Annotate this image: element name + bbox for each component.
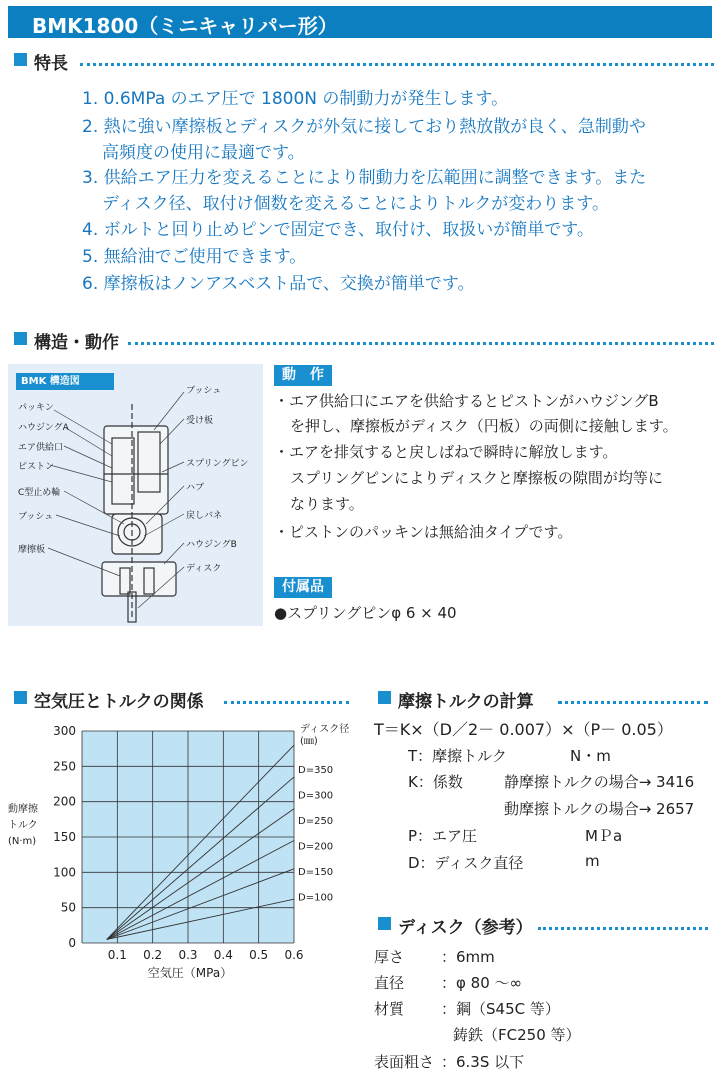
legend-entry: D=150: [298, 867, 334, 878]
accessory-badge: 付属品: [274, 577, 332, 598]
calc-t-unit: N・m: [570, 747, 611, 765]
feature-line: 1. 0.6MPa のエア圧で 1800N の制動力が発生します。: [82, 89, 509, 109]
series-line-d-100: [107, 899, 294, 939]
y-tick-label: 300: [53, 724, 76, 738]
diagram-label: ピストン: [18, 462, 55, 472]
diagram-label: 摩擦板: [18, 545, 46, 555]
operation-badge: 動 作: [274, 365, 332, 386]
y-tick-label: 250: [53, 759, 76, 774]
series-line-d-200: [107, 841, 294, 940]
calc-d-label: D：ディスク直径: [408, 854, 524, 872]
diagram-label: ハウジングA: [18, 423, 69, 433]
feature-line: 4. ボルトと回り止めピンで固定でき、取付け、取扱いが簡単です。: [82, 220, 594, 240]
y-axis-label-line: (N·m): [8, 836, 37, 847]
series-line-d-250: [107, 809, 294, 940]
operation-line: ・ピストンのパッキンは無給油タイプです。: [274, 523, 573, 541]
calc-k-dynamic: 動摩擦トルクの場合→ 2657: [504, 800, 695, 818]
y-axis-label-line: トルク: [8, 820, 38, 831]
structure-heading-label: 構造・動作: [34, 333, 119, 353]
chart-heading-label: 空気圧とトルクの関係: [34, 692, 204, 712]
section-dotted-rule: [80, 63, 714, 66]
operation-line: スプリングピンによりディスクと摩擦板の隙間が均等に: [290, 469, 663, 487]
diagram-label: エア供給口: [18, 443, 64, 453]
section-square-icon: [14, 691, 27, 704]
chart-heading: [14, 687, 359, 712]
diagram-label: ディスク: [186, 564, 222, 574]
section-square-icon: [378, 691, 391, 704]
calc-heading-label: 摩擦トルクの計算: [398, 692, 534, 712]
x-tick-label: 0.3: [178, 948, 198, 962]
diagram-label: 戻しバネ: [186, 511, 223, 521]
features-heading: [14, 49, 714, 74]
diagram-label: ハブ: [186, 483, 205, 493]
feature-line: 3. 供給エア圧力を変えることにより制動力を広範囲に調整できます。また: [82, 168, 647, 188]
legend-title-line: (㎜): [300, 736, 318, 747]
y-tick-label: 50: [60, 900, 76, 915]
section-square-icon: [378, 917, 391, 930]
x-tick-label: 0.5: [249, 948, 269, 962]
diagram-label: ブッシュ: [186, 386, 222, 396]
disk-thickness-value: ：6mm: [441, 948, 495, 966]
plot-area: [82, 731, 294, 943]
torque-formula: T＝K×（D／2－ 0.007）×（P－ 0.05）: [374, 720, 673, 739]
x-tick-label: 0.2: [143, 948, 163, 962]
y-tick-label: 200: [53, 794, 76, 809]
page-title: BMK1800（ミニキャリパー形）: [32, 14, 338, 38]
legend-title-line: ディスク径: [300, 724, 350, 735]
diagram-label: パッキン: [18, 403, 54, 413]
y-axis-label-line: 動摩擦: [8, 804, 38, 815]
section-dotted-rule: [128, 342, 714, 345]
diagram-label: ブッシュ: [18, 512, 54, 522]
diagram-label: C型止め輪: [18, 488, 61, 498]
diagram-label: 受け板: [186, 416, 214, 426]
legend-entry: D=250: [298, 816, 334, 827]
series-line-d-150: [107, 869, 294, 940]
feature-line: 2. 熱に強い摩擦板とディスクが外気に接しており熱放散が良く、急制動や: [82, 117, 646, 137]
operation-line: なります。: [290, 495, 364, 513]
legend-entry: D=100: [298, 892, 334, 904]
legend-entry: D=300: [298, 790, 334, 802]
disk-thickness-label: 厚さ: [374, 948, 405, 966]
section-dotted-rule: [538, 927, 708, 930]
series-line-d-350: [107, 745, 294, 939]
operation-line: ・エアを排気すると戻しばねで瞬時に解放します。: [274, 443, 618, 461]
calc-t-label: T：摩擦トルク: [408, 747, 507, 765]
calc-d-unit: m: [585, 852, 600, 870]
calc-k-static: 静摩擦トルクの場合→ 3416: [504, 773, 695, 791]
x-axis-label: 空気圧（MPa）: [147, 966, 233, 980]
feature-line: 5. 無給油でご使用できます。: [82, 247, 307, 267]
structure-heading: [14, 328, 714, 353]
x-tick-label: 0.4: [213, 948, 233, 962]
diagram-label: スプリングピン: [186, 459, 249, 469]
y-tick-label: 150: [53, 830, 76, 844]
calc-k-label: K：係数: [408, 773, 463, 791]
legend-entry: D=200: [298, 841, 334, 853]
calc-p-unit: MＰa: [585, 827, 623, 845]
disk-material-value: 鋳鉄（FC250 等）: [453, 1026, 581, 1044]
disk-heading-label: ディスク（参考）: [398, 918, 533, 938]
accessory-text: ●スプリングピンφ 6 × 40: [274, 604, 457, 622]
operation-line: ・エア供給口にエアを供給するとピストンがハウジングB: [274, 392, 659, 410]
x-tick-label: 0.6: [284, 948, 304, 962]
disk-heading: [378, 913, 714, 938]
disk-diameter-value: ：φ 80 ～∞: [441, 974, 523, 992]
section-dotted-rule: [224, 701, 349, 704]
disk-diameter-label: 直径: [374, 974, 405, 992]
y-tick-label: 100: [53, 865, 76, 880]
features-heading-label: 特長: [34, 54, 68, 74]
disk-roughness-label: 表面粗さ: [374, 1053, 435, 1071]
calc-p-label: P：エア圧: [408, 827, 478, 845]
operation-line: を押し、摩擦板がディスク（円板）の両側に接触します。: [290, 417, 678, 435]
section-square-icon: [14, 332, 27, 345]
disk-material-value: ：鋼（S45C 等）: [441, 1000, 560, 1018]
feature-line: 6. 摩擦板はノンアスベスト品で、交換が簡単です。: [82, 274, 475, 294]
y-tick-label: 0: [68, 936, 76, 950]
section-square-icon: [14, 53, 27, 66]
feature-line: 高頻度の使用に最適です。: [102, 143, 305, 163]
diagram-title: BMK 構造図: [16, 373, 114, 390]
disk-roughness-value: ：6.3S 以下: [441, 1053, 525, 1071]
section-dotted-rule: [558, 701, 708, 704]
x-tick-label: 0.1: [107, 948, 127, 962]
series-line-d-300: [107, 777, 294, 940]
title-bar: [8, 6, 712, 38]
diagram-label: ハウジングB: [186, 540, 237, 550]
feature-line: ディスク径、取付け個数を変えることによりトルクが変わります。: [102, 194, 609, 214]
disk-material-label: 材質: [374, 1000, 405, 1018]
structure-diagram-panel: [8, 364, 263, 626]
legend-entry: D=350: [298, 765, 334, 776]
calc-heading: [378, 687, 714, 712]
